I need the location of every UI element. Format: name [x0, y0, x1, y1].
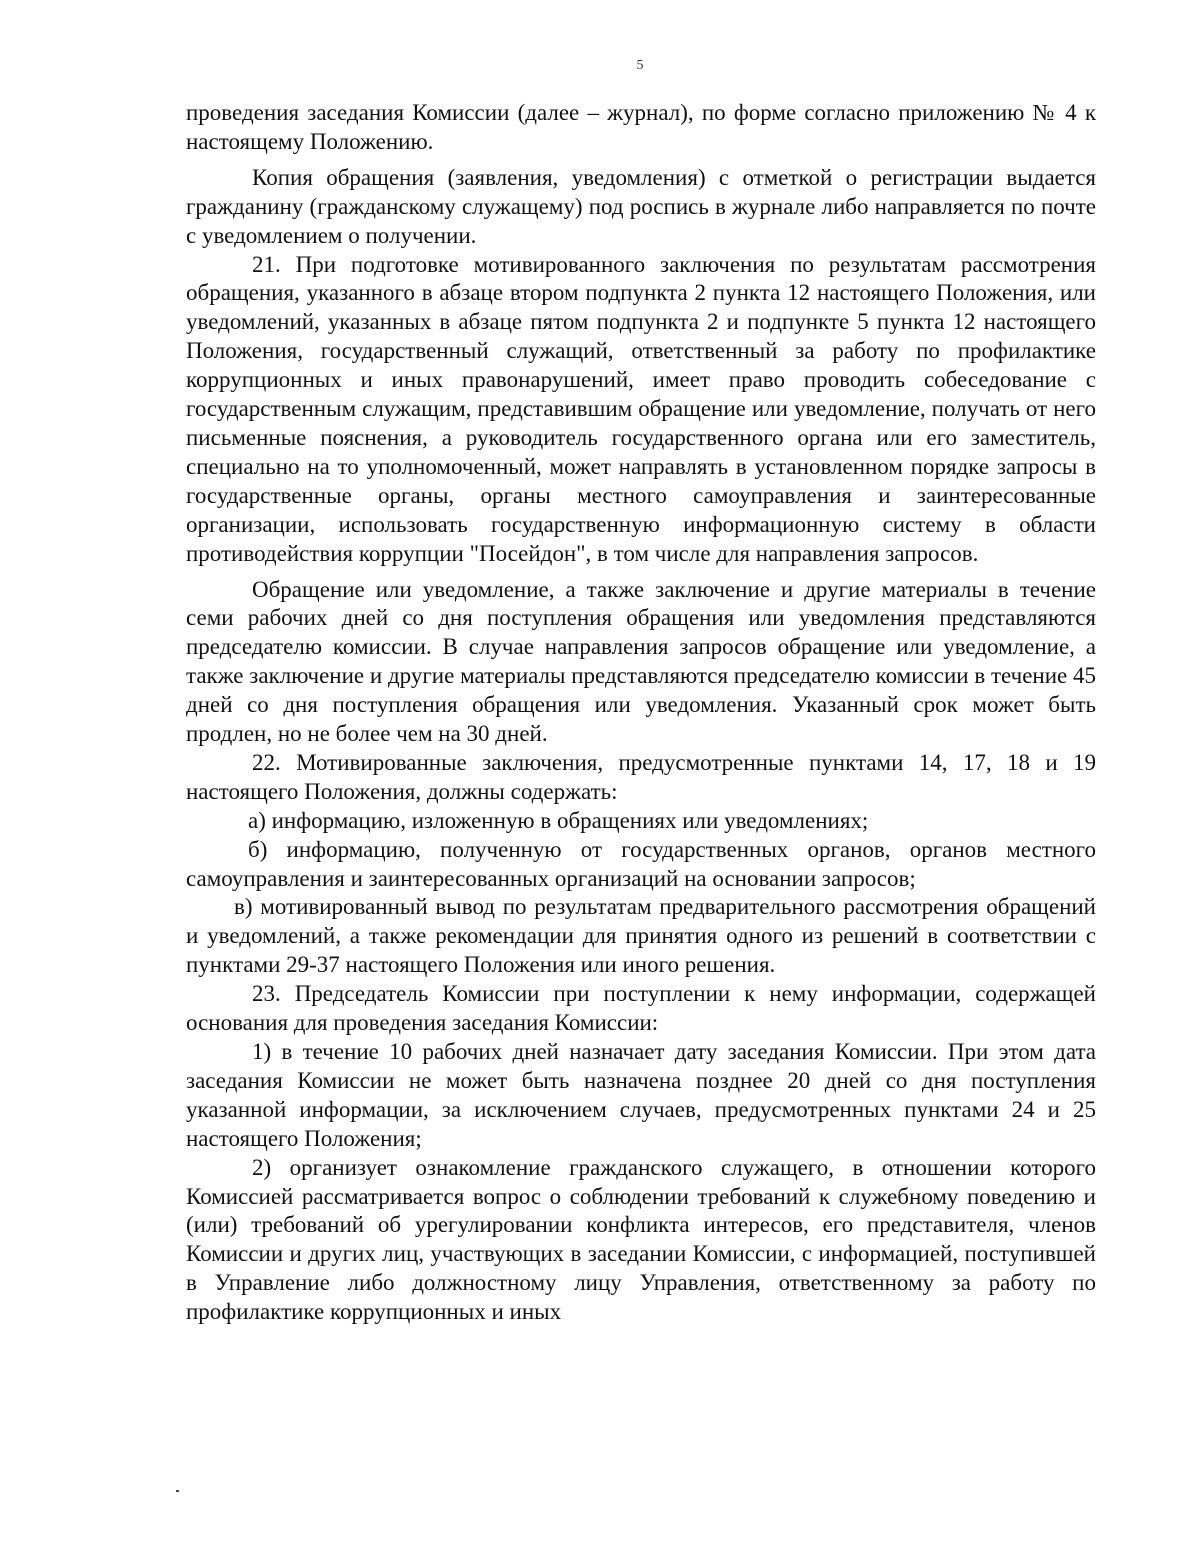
- paragraph-subitem-2: 2) организует ознакомление гражданского служащего, в отношении которого Комиссией рассматривается вопрос о соблюдении требований к служебному поведению и (или) требований об урегулировании конфликта интересов, его представителя, членов Комиссии и других лиц, участвующих в заседании Комиссии, с информацией, поступившей в Управление либо должностному лицу Управления, ответственному за работу по профилактике коррупционных и иных: [186, 1154, 1096, 1325]
- paragraph-subitem-v: в) мотивированный вывод по результатам предварительного рассмотрения обращений и уведомлений, а также рекомендации для принятия одного из решений в соответствии с пунктами 29-37 настоящего Положения или иного решения.: [186, 894, 1096, 978]
- document-body: [186, 99, 1096, 1327]
- scan-speck: [176, 1490, 179, 1492]
- paragraph-subitem-b: б) информацию, полученную от государственных органов, органов местного самоуправления и заинтересованных организаций на основании запросов;: [186, 836, 1096, 891]
- paragraph-item-23: 23. Председатель Комиссии при поступлении к нему информации, содержащей основания для проведения заседания Комиссии:: [186, 981, 1096, 1036]
- paragraph-item-21: 21. При подготовке мотивированного заключения по результатам рассмотрения обращения, указанного в абзаце втором подпункта 2 пункта 12 настоящего Положения, или уведомлений, указанных в абзаце пятом подпункта 2 и подпункте 5 пункта 12 настоящего Положения, государственный служащий, ответственный за работу по профилактике коррупционных и иных правонарушений, имеет право проводить собеседование с государственным служащим, представившим обращение или уведомление, получать от него письменные пояснения, а руководитель государственного органа или его заместитель, специально на то уполномоченный, может направлять в установленном порядке запросы в государственные органы, органы местного самоуправления и заинтересованные организации, использовать государственную информационную систему в области противодействия коррупции "Посейдон", в том числе для направления запросов.: [186, 251, 1096, 566]
- paragraph-item-22: 22. Мотивированные заключения, предусмотренные пунктами 14, 17, 18 и 19 настоящего Положения, должны содержать:: [186, 749, 1096, 804]
- paragraph-subitem-a: а) информацию, изложенную в обращениях или уведомлениях;: [248, 807, 869, 833]
- paragraph-continuation: проведения заседания Комиссии (далее – журнал), по форме согласно приложению № 4 к настоящему Положению.: [186, 100, 1096, 154]
- paragraph-subitem-1: 1) в течение 10 рабочих дней назначает дату заседания Комиссии. При этом дата заседания Комиссии не может быть назначена позднее 20 дней со дня поступления указанной информации, за исключением случаев, предусмотренных пунктами 24 и 25 настоящего Положения;: [186, 1039, 1096, 1151]
- page-number: 5: [636, 58, 644, 73]
- paragraph-copy-issuance: Копия обращения (заявления, уведомления) с отметкой о регистрации выдается гражданину (гражданскому служащему) под роспись в журнале либо направляется по почте с уведомлением о получении.: [186, 164, 1096, 248]
- paragraph-materials-deadline: Обращение или уведомление, а также заключение и другие материалы в течение семи рабочих дней со дня поступления обращения или уведомления представляются председателю комиссии. В случае направления запросов обращение или уведомление, а также заключение и другие материалы представляются председателю комиссии в течение 45 дней со дня поступления обращения или уведомления. Указанный срок может быть продлен, но не более чем на 30 дней.: [186, 576, 1096, 747]
